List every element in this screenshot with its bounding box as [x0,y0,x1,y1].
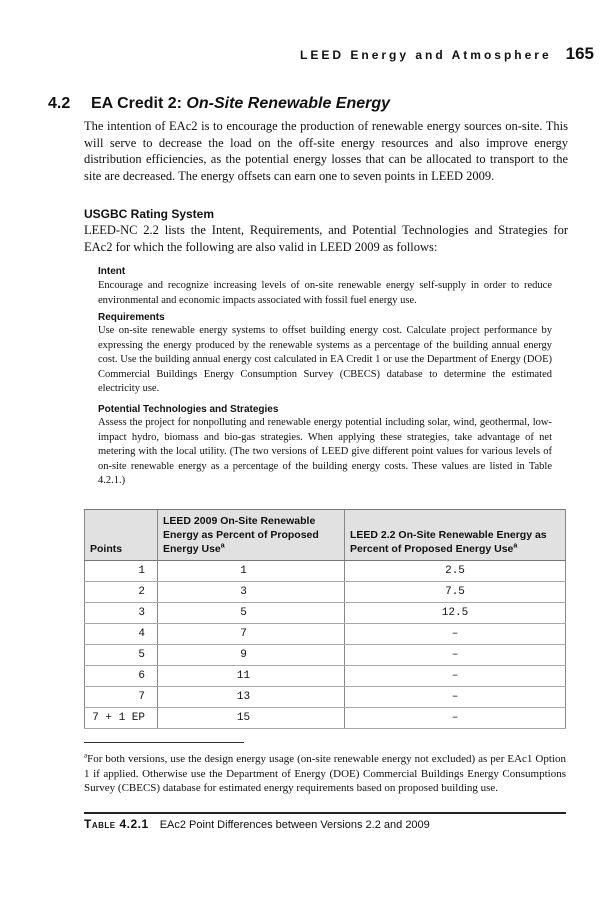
section-title-italic: On-Site Renewable Energy [186,95,391,112]
running-title: LEED Energy and Atmosphere [300,48,552,62]
running-header [300,44,594,64]
cell-leed22: 2.5 [345,561,566,582]
section-title-prefix: EA Credit 2: [91,95,187,112]
table-row [85,561,566,582]
cell-leed2009: 15 [158,708,345,729]
header-points: Points [85,510,158,561]
cell-points: 2 [85,582,158,603]
requirements-text: Use on-site renewable energy systems to offset building energy cost. Calculate project performance by expressing the energy produced by the renewable systems as a percentage of the building annual energy cost. Use the building annual energy cost calculated in EA Credit 1 or use the Department of Energy (DOE) Commercial Buildings Energy Consumption Survey (CBECS) database to determine the estimated electricity use. [98,325,552,395]
footnote-marker: a [513,542,518,550]
cell-leed2009: 7 [158,624,345,645]
table-row [85,582,566,603]
section-heading [48,95,390,113]
cell-leed22: – [345,624,566,645]
cell-points: 7 [85,687,158,708]
cell-leed22: – [345,687,566,708]
cell-points: 5 [85,645,158,666]
footnote-divider [84,742,244,743]
cell-points: 3 [85,603,158,624]
caption-label: Table 4.2.1 [84,817,149,831]
cell-leed2009: 13 [158,687,345,708]
rating-system-heading: USGBC Rating System [84,207,215,221]
cell-leed2009: 9 [158,645,345,666]
points-table [84,509,566,729]
intro-paragraph: The intention of EAc2 is to encourage the production of renewable energy sources on-site. This will serve to decrease the load on the off-site energy resources and also improve energy distribution efficiencies, as the potential energy losses that can be allocated to transport to the site are decreased. The energy offsets can earn one to seven points in LEED 2009. [84,119,568,183]
cell-leed22: – [345,645,566,666]
header-leed2009: LEED 2009 On-Site Renewable Energy as Percent of Proposed Energy Use$^a$ [158,510,345,561]
table-row [85,666,566,687]
table-row [85,687,566,708]
header-leed22: LEED 2.2 On-Site Renewable Energy as Percent of Proposed Energy Use$^a$ [345,510,566,561]
cell-leed2009: 11 [158,666,345,687]
cell-leed2009: 1 [158,561,345,582]
page-number: 165 [565,44,594,63]
cell-leed22: – [345,708,566,729]
cell-leed22: – [345,666,566,687]
strategies-text: Assess the project for nonpolluting and renewable energy potential including solar, wind, geothermal, low-impact hydro, biomass and bio-gas strategies. When applying these strategies, take advantage of net metering with the local utility. (The two versions of LEED give different point values for various levels of on-site renewable energy as a percentage of the building energy costs. These values are listed in Table 4.2.1.) [98,417,552,487]
cell-points: 6 [85,666,158,687]
rating-system-paragraph: LEED-NC 2.2 lists the Intent, Requirements, and Potential Technologies and Strategies for EAc2 for which the following are also valid in LEED 2009 as follows: [84,223,568,254]
cell-points: 1 [85,561,158,582]
cell-points: 7 + 1 EP [85,708,158,729]
cell-points: 4 [85,624,158,645]
requirements-heading: Requirements [98,312,165,323]
cell-leed2009: 3 [158,582,345,603]
table-row [85,624,566,645]
cell-leed22: 7.5 [345,582,566,603]
table-caption [84,817,430,831]
intent-heading: Intent [98,266,126,277]
table-header-row [85,510,566,561]
caption-divider [84,812,566,814]
footnote-mark: a [84,751,88,760]
table-row [85,645,566,666]
caption-text: EAc2 Point Differences between Versions 2.2 and 2009 [159,819,430,831]
table-footnote [84,752,566,796]
section-number: 4.2 [48,95,71,112]
cell-leed2009: 5 [158,603,345,624]
table-row [85,708,566,729]
footnote-text: For both versions, use the design energy usage (on-site renewable energy not excluded) as per EAc1 Option 1 if applied. Otherwise use the Department of Energy (DOE) Commercial Buildings Energy Consumptions Survey (CBECS) database for estimated energy requirements based on proposed building use. [84,753,566,794]
footnote-marker: a [220,542,225,550]
intent-text: Encourage and recognize increasing levels of on-site renewable energy self-supply in order to reduce environmental and economic impacts associated with fossil fuel energy use. [98,280,552,306]
table-row [85,603,566,624]
cell-leed22: 12.5 [345,603,566,624]
strategies-heading: Potential Technologies and Strategies [98,404,279,415]
